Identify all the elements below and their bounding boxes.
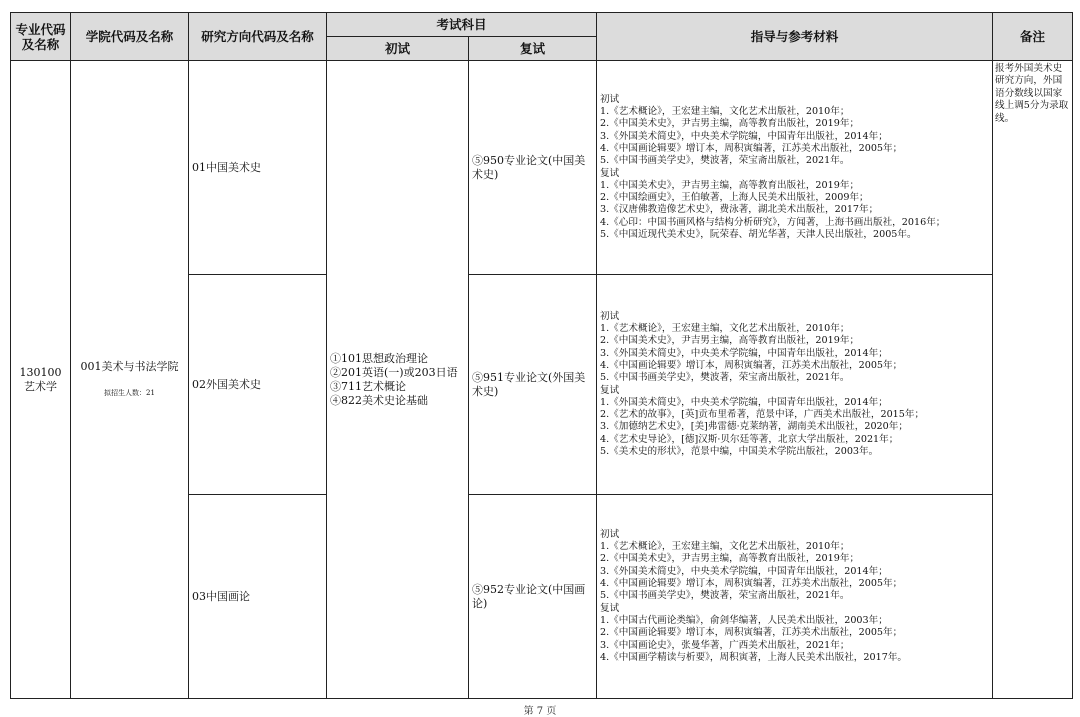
initial-exam-cell xyxy=(327,61,469,699)
table-row xyxy=(11,61,1073,275)
ref-line: 复试 xyxy=(600,167,620,179)
ref-line: 1.《外国美术简史》，中央美术学院编，中国青年出版社，2014年； xyxy=(600,396,888,408)
header-direction: 研究方向代码及名称 xyxy=(189,13,327,61)
direction-cell: 01中国美术史 xyxy=(189,61,327,275)
ref-line: 3.《外国美术简史》，中央美术学院编，中国青年出版社，2014年； xyxy=(600,565,888,577)
ref-line: 2.《中国美术史》，尹吉男主编，高等教育出版社，2019年； xyxy=(600,118,860,130)
ref-line: 初试 xyxy=(600,528,620,540)
ref-line: 2.《中国画论辑要》增订本，周积寅编著，江苏美术出版社，2005年； xyxy=(600,627,903,639)
ref-line: 3.《外国美术简史》，中央美术学院编，中国青年出版社，2014年； xyxy=(600,130,888,142)
initial-subject: ③711艺术概论 xyxy=(330,379,406,393)
ref-line: 4.《中国画学精读与析要》，周积寅著，上海人民美术出版社，2017年。 xyxy=(600,651,908,663)
direction-cell: 03中国画论 xyxy=(189,495,327,699)
ref-line: 5.《中国书画美学史》，樊波著，荣宝斋出版社，2021年。 xyxy=(600,590,850,602)
ref-line: 2.《艺术的故事》，[英]贡布里希著，范景中译，广西美术出版社，2015年； xyxy=(600,409,925,421)
ref-line: 1.《艺术概论》，王宏建主编，文化艺术出版社，2010年； xyxy=(600,106,850,118)
header-exam: 考试科目 xyxy=(327,13,597,37)
ref-line: 1.《艺术概论》，王宏建主编，文化艺术出版社，2010年； xyxy=(600,541,850,553)
header-college: 学院代码及名称 xyxy=(71,13,189,61)
college-name: 001美术与书法学院 xyxy=(80,359,179,373)
header-major: 专业代码及名称 xyxy=(11,13,71,61)
materials-cell xyxy=(597,495,993,699)
header-retest: 复试 xyxy=(469,37,597,61)
ref-line: 初试 xyxy=(600,310,620,322)
header-materials: 指导与参考材料 xyxy=(597,13,993,61)
ref-line: 4.《心印：中国书画风格与结构分析研究》，方闻著，上海书画出版社，2016年； xyxy=(600,216,946,228)
college-cell xyxy=(71,61,189,699)
ref-line: 3.《汉唐佛教造像艺术史》，费泳著，湖北美术出版社，2017年； xyxy=(600,204,879,216)
retest-cell: ⑤951专业论文(外国美术史) xyxy=(469,275,597,495)
direction-cell: 02外国美术史 xyxy=(189,275,327,495)
major-cell xyxy=(11,61,71,699)
catalog-table xyxy=(10,12,1073,699)
materials-cell xyxy=(597,61,993,275)
ref-line: 5.《中国书画美学史》，樊波著，荣宝斋出版社，2021年。 xyxy=(600,372,850,384)
materials-cell xyxy=(597,275,993,495)
ref-line: 复试 xyxy=(600,602,620,614)
ref-line: 5.《美术史的形状》，范景中编，中国美术学院出版社，2003年。 xyxy=(600,445,879,457)
ref-line: 1.《中国古代画论类编》，俞剑华编著，人民美术出版社，2003年； xyxy=(600,614,888,626)
initial-subject: ①101思想政治理论 xyxy=(330,351,428,365)
major-name: 艺术学 xyxy=(24,379,57,393)
ref-line: 4.《艺术史导论》，[德]汉斯·贝尔廷等著，北京大学出版社，2021年； xyxy=(600,433,899,445)
ref-line: 2.《中国美术史》，尹吉男主编，高等教育出版社，2019年； xyxy=(600,553,860,565)
remark-cell: 报考外国美术史研究方向，外国语分数线以国家线上调5分为录取线。 xyxy=(993,61,1073,699)
header-remark: 备注 xyxy=(993,13,1073,61)
ref-line: 初试 xyxy=(600,93,620,105)
ref-line: 1.《艺术概论》，王宏建主编，文化艺术出版社，2010年； xyxy=(600,323,850,335)
page-number: 第 7 页 xyxy=(523,706,557,717)
ref-line: 5.《中国书画美学史》，樊波著，荣宝斋出版社，2021年。 xyxy=(600,155,850,167)
retest-cell: ⑤952专业论文(中国画论) xyxy=(469,495,597,699)
major-code: 130100 xyxy=(19,365,62,379)
ref-line: 3.《加德纳艺术史》，[美]弗雷德·克莱纳著，湖南美术出版社，2020年； xyxy=(600,421,908,433)
header-initial: 初试 xyxy=(327,37,469,61)
ref-line: 1.《中国美术史》，尹吉男主编，高等教育出版社，2019年； xyxy=(600,179,860,191)
ref-line: 4.《中国画论辑要》增订本，周积寅编著，江苏美术出版社，2005年； xyxy=(600,142,903,154)
ref-line: 3.《外国美术简史》，中央美术学院编，中国青年出版社，2014年； xyxy=(600,347,888,359)
ref-line: 2.《中国绘画史》，王伯敏著，上海人民美术出版社，2009年； xyxy=(600,192,869,204)
ref-line: 5.《中国近现代美术史》，阮荣春、胡光华著，天津人民出版社，2005年。 xyxy=(600,228,917,240)
retest-cell: ⑤950专业论文(中国美术史) xyxy=(469,61,597,275)
ref-line: 4.《中国画论辑要》增订本，周积寅编著，江苏美术出版社，2005年； xyxy=(600,578,903,590)
ref-line: 3.《中国画论史》，张曼华著，广西美术出版社，2021年； xyxy=(600,639,850,651)
initial-subject: ②201英语(一)或203日语 xyxy=(330,365,458,379)
initial-subject: ④822美术史论基础 xyxy=(330,393,428,407)
enroll-count: 拟招生人数：21 xyxy=(104,388,155,397)
ref-line: 2.《中国美术史》，尹吉男主编，高等教育出版社，2019年； xyxy=(600,335,860,347)
ref-line: 4.《中国画论辑要》增订本，周积寅编著，江苏美术出版社，2005年； xyxy=(600,359,903,371)
ref-line: 复试 xyxy=(600,384,620,396)
